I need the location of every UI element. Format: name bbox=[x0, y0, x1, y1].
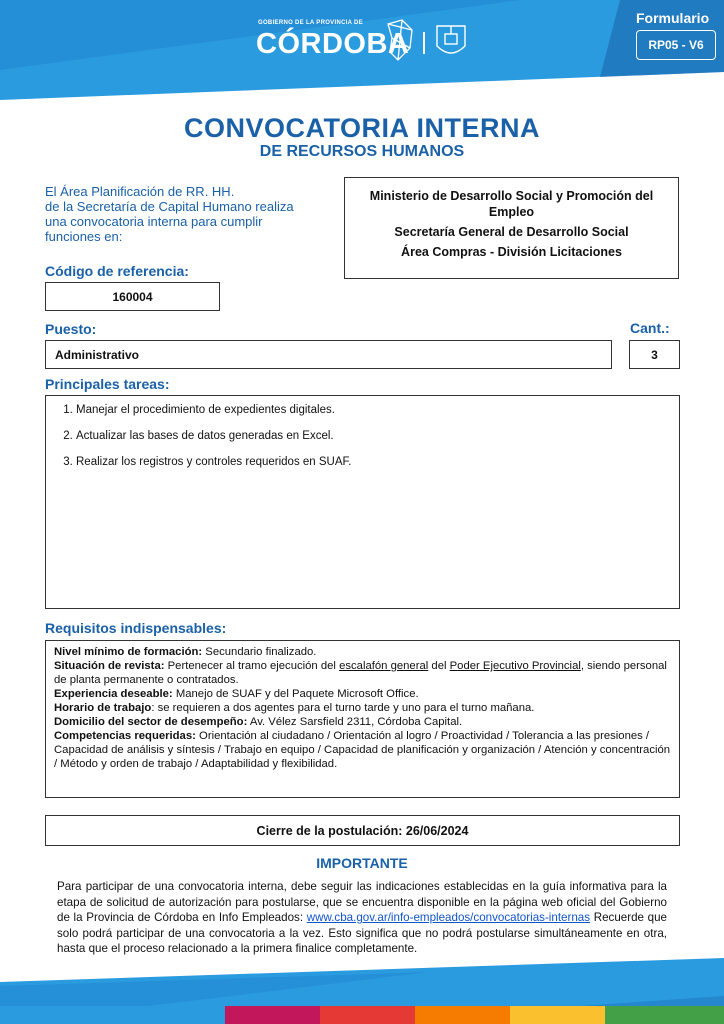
reference-label: Código de referencia: bbox=[45, 263, 189, 279]
reference-value: 160004 bbox=[45, 282, 220, 311]
req-education-value: Secundario finalizado. bbox=[205, 646, 317, 658]
page-title: CONVOCATORIA INTERNA bbox=[183, 113, 540, 143]
tasks-list bbox=[54, 404, 679, 468]
req-education-label: Nivel mínimo de formación: bbox=[54, 646, 203, 658]
form-label: Formulario bbox=[636, 10, 710, 26]
req-address-value: Av. Vélez Sarsfield 2311, Córdoba Capital. bbox=[249, 716, 463, 728]
req-competencies bbox=[54, 729, 671, 771]
tasks-box bbox=[45, 395, 680, 609]
intro-text bbox=[45, 184, 335, 244]
requirements-label: Requisitos indispensables: bbox=[45, 620, 227, 636]
req-schedule-value: : se requieren a dos agentes para el turno tarde y uno para el turno mañana. bbox=[151, 702, 535, 714]
task-item: 2. Actualizar las bases de datos generadas en Excel. bbox=[76, 430, 679, 442]
req-experience-label: Experiencia deseable: bbox=[54, 688, 173, 700]
footer-band bbox=[0, 946, 724, 1024]
intro-line: de la Secretaría de Capital Humano realiza bbox=[45, 199, 294, 214]
stripe-magenta bbox=[225, 1006, 320, 1024]
requirements-box bbox=[45, 640, 680, 798]
ministry-box bbox=[344, 177, 679, 279]
quantity-value: 3 bbox=[629, 340, 680, 369]
req-experience bbox=[54, 687, 671, 701]
closing-date-box: Cierre de la postulación: 26/06/2024 bbox=[45, 815, 680, 846]
req-schedule-label: Horario de trabajo bbox=[54, 702, 152, 714]
stripe-yellow bbox=[510, 1006, 605, 1024]
ministry-name: Ministerio de Desarrollo Social y Promoción del Empleo bbox=[369, 189, 654, 219]
info-empleados-link[interactable]: www.cba.gov.ar/info-empleados/convocatorias-internas bbox=[306, 911, 591, 924]
task-item: 3. Realizar los registros y controles requeridos en SUAF. bbox=[76, 456, 679, 468]
tasks-label: Principales tareas: bbox=[45, 376, 170, 392]
stripe-orange bbox=[415, 1006, 510, 1024]
stripe-red bbox=[320, 1006, 415, 1024]
intro-line: funciones en: bbox=[45, 229, 123, 244]
req-status-link-escalafon: escalafón general bbox=[339, 660, 429, 672]
req-schedule bbox=[54, 701, 671, 715]
req-status-text: Pertenecer al tramo ejecución del bbox=[167, 660, 336, 672]
req-status bbox=[54, 659, 671, 687]
req-status-label: Situación de revista: bbox=[54, 660, 165, 672]
important-paragraph: Recuerde que solo podrá participar de una convocatoria a la vez. Esto significa que no podrá postularse simultáneamente en otra, hasta que el proceso relacionado a la primera finalice completamente. bbox=[57, 911, 667, 955]
intro-line: una convocatoria interna para cumplir bbox=[45, 214, 263, 229]
form-code-badge: RP05 - V6 bbox=[636, 30, 716, 60]
logo-big-text: CÓRDOBA bbox=[256, 28, 410, 60]
req-status-link-poder: Poder Ejecutivo Provincial bbox=[449, 660, 581, 672]
stripe-green bbox=[605, 1006, 724, 1024]
req-address-label: Domicilio del sector de desempeño: bbox=[54, 716, 248, 728]
req-experience-value: Manejo de SUAF y del Paquete Microsoft Office. bbox=[175, 688, 419, 700]
page-subtitle: DE RECURSOS HUMANOS bbox=[259, 143, 465, 160]
req-competencies-value: Orientación al ciudadano / Orientación al logro / Proactividad / Tolerancia a las presiones / Capacidad de análisis y síntesis / Trabajo en equipo / Capacidad de planificación y organización / Atención y concentración / Método y orden de trabajo / Adaptabilidad y flexibilidad. bbox=[54, 730, 671, 770]
req-address bbox=[54, 715, 671, 729]
important-title: IMPORTANTE bbox=[316, 855, 408, 871]
logo-small-text: GOBIERNO DE LA PROVINCIA DE bbox=[258, 20, 363, 26]
important-text bbox=[57, 879, 667, 957]
intro-line: El Área Planificación de RR. HH. bbox=[45, 184, 235, 199]
important-paragraph: Para participar de una convocatoria interna, debe seguir las indicaciones establecidas en la guía informativa para la etapa de solicitud de autorización para postularse, que se encuentra disponible en la página web oficial del Gobierno de la Provincia de Córdoba en Info Empleados: bbox=[57, 880, 667, 924]
task-item: 1. Manejar el procedimiento de expedientes digitales. bbox=[76, 404, 679, 416]
req-competencies-label: Competencias requeridas: bbox=[54, 730, 196, 742]
position-value: Administrativo bbox=[45, 340, 612, 369]
req-status-text: del bbox=[431, 660, 447, 672]
req-status-text: , siendo personal de planta permanente o contratados. bbox=[54, 660, 667, 686]
position-label: Puesto: bbox=[45, 321, 97, 337]
secretariat-name: Secretaría General de Desarrollo Social bbox=[394, 225, 629, 239]
req-education bbox=[54, 645, 671, 659]
area-name: Área Compras - División Licitaciones bbox=[401, 245, 622, 259]
quantity-label: Cant.: bbox=[630, 320, 670, 336]
